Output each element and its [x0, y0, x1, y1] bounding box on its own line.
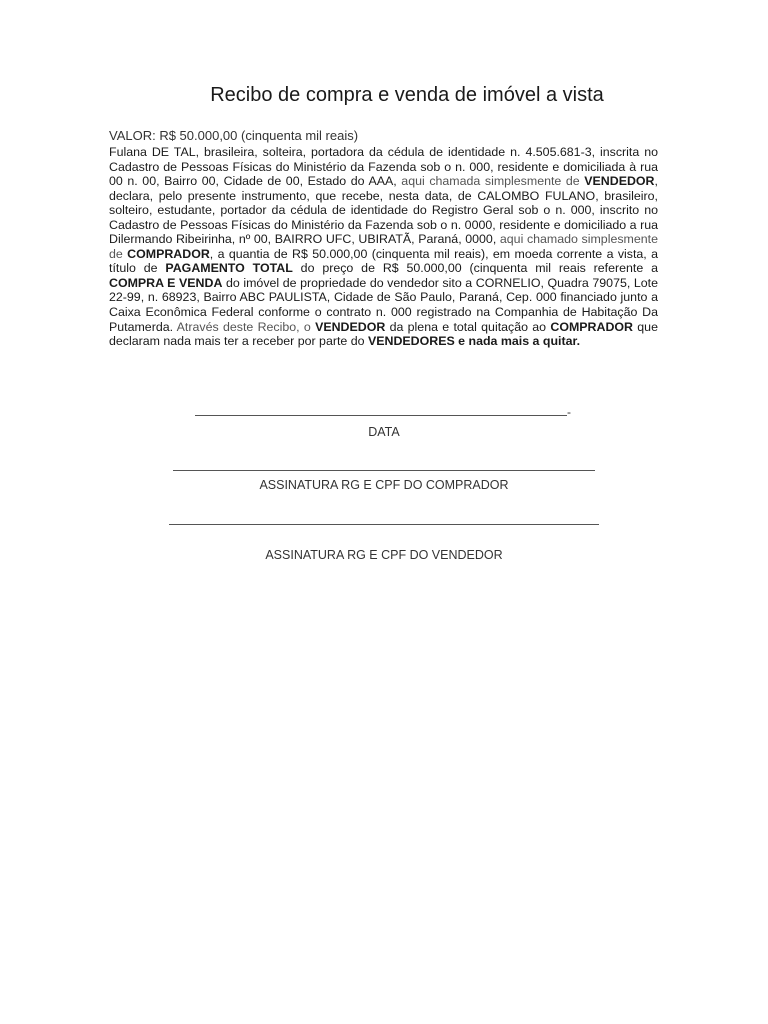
vendedor-term-2: VENDEDOR — [315, 319, 386, 334]
body-part-6: do preço de R$ 50.000,00 (cinquenta mil reais referente a — [300, 261, 658, 276]
body-part-2: aqui chamada simplesmente de — [401, 174, 580, 189]
body-part-10: que declaram nada mais ter a receber por parte do — [109, 319, 658, 349]
document-title: Recibo de compra e venda de imóvel a vista — [210, 84, 604, 106]
comprador-term-2: COMPRADOR — [550, 319, 633, 334]
body-part-7: do imóvel de propriedade do vendedor sito a CORNELIO, Quadra 79075, Lote 22-99, n. 68923, Bairro ABC PAULISTA, Cidade de São Paulo, Paraná, Cep. 000 financiado junto a Caixa Econômica Federal conforme o contrato n. 000 registrado na Companhia de Habitação Da Putamerda. — [109, 275, 658, 334]
final-clause: VENDEDORES e nada mais a quitar. — [367, 334, 581, 349]
buyer-rule — [173, 469, 595, 471]
valor-line: VALOR: R$ 50.000,00 (cinquenta mil reais) — [109, 128, 359, 143]
pagamento-total-term: PAGAMENTO TOTAL — [165, 261, 293, 276]
body-part-8: Através deste Recibo, o — [176, 319, 311, 334]
buyer-signature-label: ASSINATURA RG E CPF DO COMPRADOR — [259, 478, 509, 492]
body-part-9: da plena e total quitação ao — [389, 319, 547, 334]
date-signature-line — [195, 405, 571, 419]
receipt-body — [109, 145, 658, 349]
compra-venda-term: COMPRA E VENDA — [109, 275, 223, 290]
buyer-signature-line — [173, 460, 595, 474]
date-line-suffix: - — [567, 405, 571, 419]
comprador-term-1: COMPRADOR — [127, 246, 210, 261]
seller-rule — [169, 523, 599, 525]
body-part-3: , declara, pelo presente instrumento, que recebe, nesta data, de CALOMBO FULANO, brasileiro, solteiro, estudante, portador da cédula de identidade do Registro Geral sob o n. 000, inscrito no Cadastro de Pessoas Físicas do Ministério da Fazenda sob o n. 0000, residente e domiciliado a rua Dilermando Ribeirinha, nº 00, BAIRRO UFC, UBIRATÃ, Paraná, 0000, — [109, 174, 658, 247]
body-part-5: , a quantia de R$ 50.000,00 (cinquenta mil reais), em moeda corrente a vista, a título de — [109, 246, 658, 276]
date-rule — [195, 414, 567, 416]
body-part-4: aqui chamado simplesmente de — [109, 232, 658, 261]
vendedor-term-1: VENDEDOR — [584, 174, 655, 189]
body-part-1: Fulana DE TAL, brasileira, solteira, portadora da cédula de identidade n. 4.505.681-3, inscrita no Cadastro de Pessoas Físicas do Ministério da Fazenda sob o n. 000, residente e domiciliada à rua 00 n. 00, Bairro 00, Cidade de 00, Estado do AAA, — [109, 145, 658, 189]
seller-signature-label: ASSINATURA RG E CPF DO VENDEDOR — [265, 548, 503, 562]
seller-signature-line — [169, 514, 599, 528]
date-label: DATA — [368, 425, 400, 439]
